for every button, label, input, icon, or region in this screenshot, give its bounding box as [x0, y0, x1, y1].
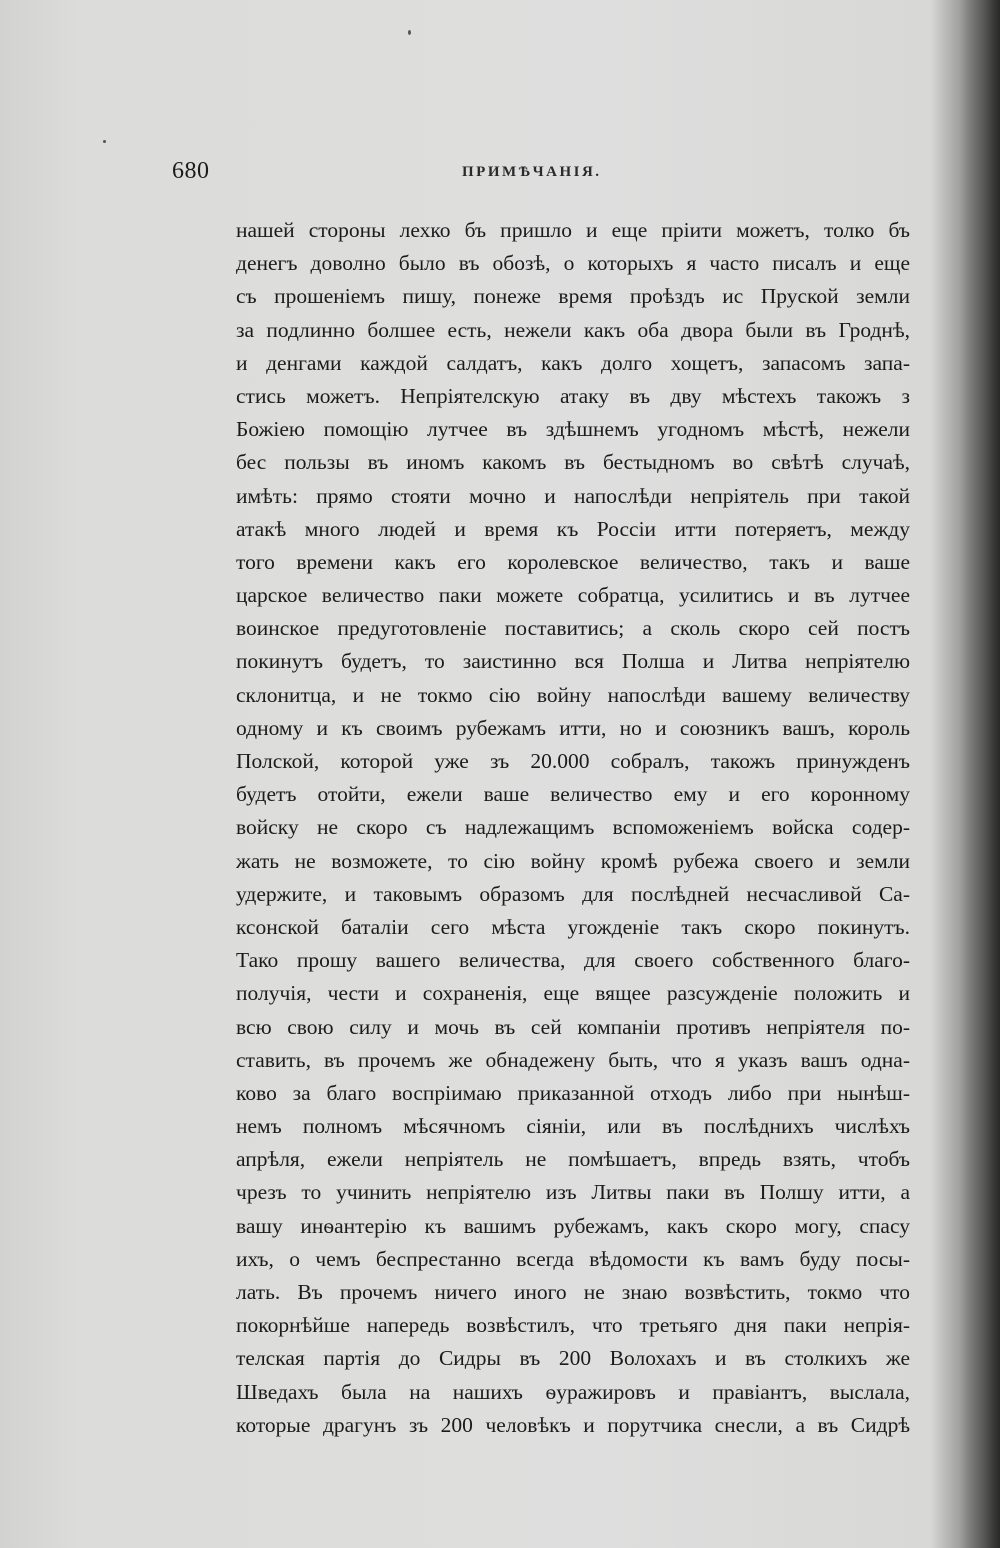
text-line: жать не возможете, то сію войну кромѣ рубежа своего и земли	[236, 848, 910, 873]
text-line: и денгами каждой салдатъ, какъ долго хощетъ, запасомъ запа-	[236, 350, 910, 375]
text-line: покорнѣйше напередь возвѣстилъ, что третьяго дня паки непрія-	[236, 1313, 910, 1338]
binding-shadow	[960, 0, 1000, 1548]
text-line: царское величество паки можете собратца, усилитись и въ лутчее	[236, 583, 910, 608]
text-line: склонитца, и не токмо сію войну напослѣди вашему величеству	[236, 682, 910, 707]
text-line: ихъ, о чемъ беспрестанно всегда вѣдомости къ вамъ буду посы-	[236, 1246, 910, 1271]
text-line: всю свою силу и мочь въ сей компаніи противъ непріятеля по-	[236, 1014, 910, 1039]
text-line: съ прошеніемъ пишу, понеже время проѣздъ ис Пруской земли	[236, 284, 910, 309]
text-line: одному и къ своимъ рубежамъ итти, но и союзникъ вашъ, король	[236, 715, 910, 740]
text-line: чрезъ то учинить непріятелю изъ Литвы паки въ Полшу итти, а	[236, 1180, 910, 1205]
text-line: Тако прошу вашего величества, для своего собственного благо-	[236, 948, 910, 973]
page-number: 680	[172, 158, 210, 184]
text-line: апрѣля, ежели непріятель не помѣшаетъ, впредь взять, чтобъ	[236, 1147, 910, 1172]
text-line: того времени какъ его королевское величество, такъ и ваше	[236, 549, 910, 574]
text-line: войску не скоро съ надлежащимъ вспоможеніемъ войска содер-	[236, 815, 910, 840]
text-line: которые драгунъ зъ 200 человѣкъ и порутчика снесли, а въ Сидрѣ	[236, 1412, 910, 1437]
text-line: удержите, и таковымъ образомъ для послѣдней несчасливой Са-	[236, 881, 910, 906]
text-line: Полской, которой уже зъ 20.000 собралъ, такожъ принужденъ	[236, 749, 910, 773]
text-line: немъ полномъ мѣсячномъ сіяніи, или въ послѣднихъ числѣхъ	[236, 1114, 910, 1139]
text-line: ставить, въ прочемъ же обнадежену быть, что я указъ вашъ одна-	[236, 1047, 910, 1072]
text-line: атакѣ много людей и время къ Россіи итти потеряетъ, между	[236, 516, 910, 541]
text-line: вашу инѳантерію къ вашимъ рубежамъ, какъ скоро могу, спасу	[236, 1213, 910, 1238]
text-line: денегъ доволно было въ обозѣ, о которыхъ я часто писалъ и еще	[236, 251, 910, 276]
text-line: Шведахъ была на нашихъ ѳуражировъ и правіантъ, выслала,	[236, 1379, 910, 1404]
text-line: за подлинно болшее есть, нежели какъ оба двора были въ Гроднѣ,	[236, 317, 910, 342]
text-line: воинское предуготовленіе поставитись; а сколь скоро сей постъ	[236, 616, 910, 641]
text-line: Божіею помощію лутчее въ здѣшнемъ угодномъ мѣстѣ, нежели	[236, 417, 910, 442]
text-line: стись можетъ. Непріятелскую атаку въ дву мѣстехъ такожъ з	[236, 383, 910, 408]
text-line: нашей стороны лехко бъ пришло и еще пріити можетъ, толко бъ	[236, 218, 910, 242]
text-line: бес пользы въ иномъ какомъ въ бестыдномъ во свѣтѣ случаѣ,	[236, 450, 910, 475]
text-line: имѣть: прямо стояти мочно и напослѣди непріятель при такой	[236, 483, 910, 508]
page-header	[172, 152, 902, 192]
text-line: лать. Въ прочемъ ничего иного не знаю возвѣстить, токмо что	[236, 1280, 910, 1304]
running-title: ПРИМѢЧАНІЯ.	[462, 164, 602, 180]
text-line: ксонской баталіи сего мѣста угожденіе такъ скоро покинутъ.	[236, 914, 910, 939]
paper-speck	[408, 30, 411, 35]
text-line: телская партія до Сидры въ 200 Волохахъ и въ столкихъ же	[236, 1346, 910, 1371]
paper-speck	[103, 140, 106, 143]
text-line: получія, чести и сохраненія, еще вящее разсужденіе положить и	[236, 981, 910, 1006]
text-line: покинутъ будетъ, то заистинно вся Полша и Литва непріятелю	[236, 649, 910, 674]
body-text	[236, 214, 910, 1442]
text-line: будетъ отойти, ежели ваше величество ему и его коронному	[236, 782, 910, 807]
text-line: ково за благо воспріимаю приказанной отходъ либо при нынѣш-	[236, 1080, 910, 1105]
